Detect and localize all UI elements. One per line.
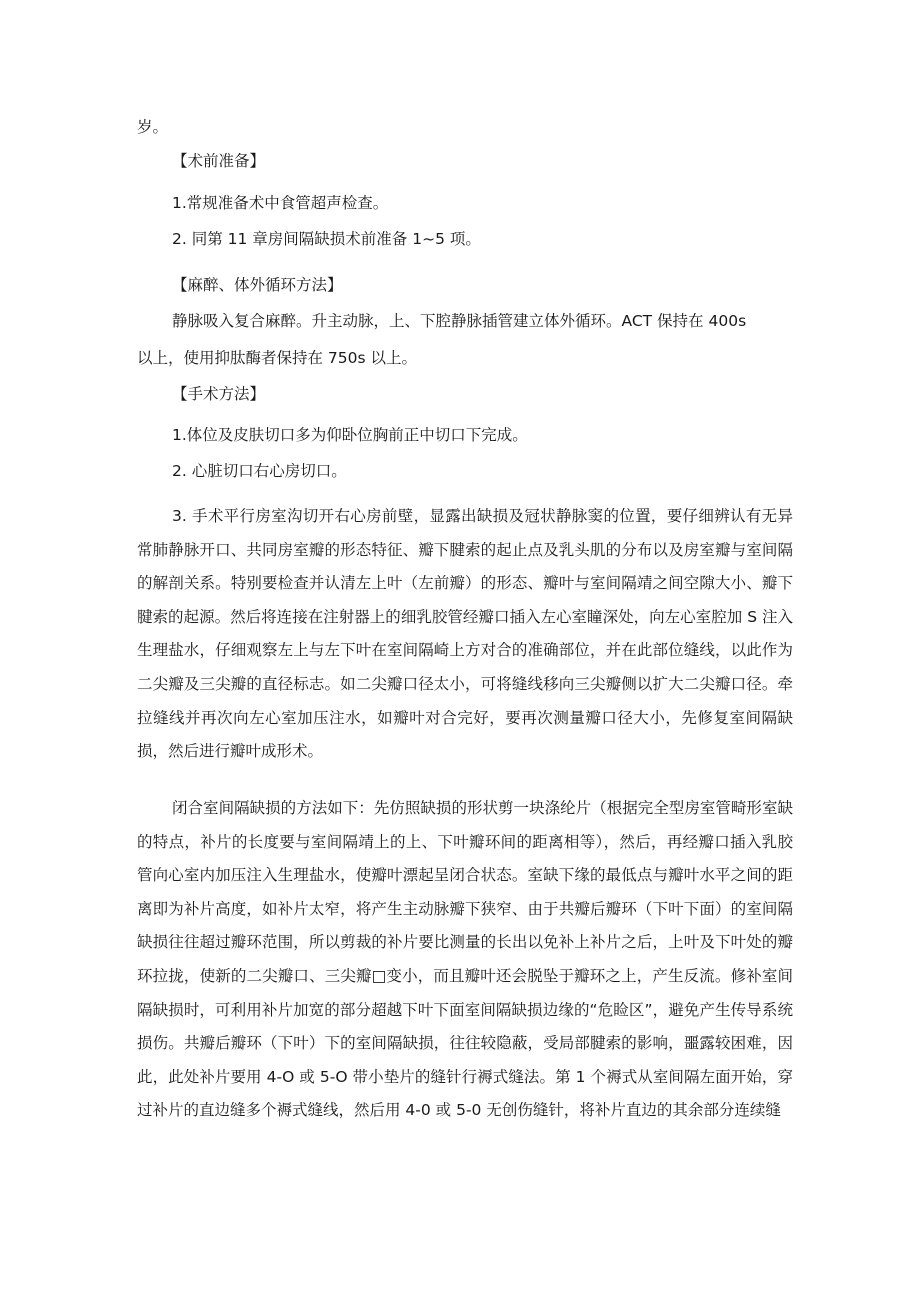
preop-item-1: 1.常规准备术中食管超声检查。 (172, 194, 389, 212)
anesthesia-text-line-1: 静脉吸入复合麻醉。升主动脉，上、下腔静脉插管建立体外循环。ACT 保持在 400s (172, 312, 747, 330)
anesthesia-text-line-2: 以上，使用抑肽酶者保持在 750s 以上。 (137, 349, 418, 367)
section-heading-surgery: 【手术方法】 (172, 385, 266, 403)
continuation-text: 岁。 (137, 118, 169, 136)
surgery-item-2: 2. 心脏切口右心房切口。 (172, 462, 347, 480)
surgery-item-1: 1.体位及皮肤切口多为仰卧位胸前正中切口下完成。 (172, 426, 528, 444)
vsd-closure-paragraph: 闭合室间隔缺损的方法如下：先仿照缺损的形状剪一块涤纶片（根据完全型房室管畸形室缺的特点，补片的长度要与室间隔靖上的上、下叶瓣环间的距离相等），然后，再经瓣口插入乳胶管向心室内加压注入生理盐水，使瓣叶漂起呈闭合状态。室缺下缘的最低点与瓣叶水平之间的距离即为补片高度，如补片太窄，将产生主动脉瓣下狭窄、由于共瓣后瓣环（下叶下面）的室间隔缺损往往超过瓣环范围，所以剪裁的补片要比测量的长出以免补上补片之后，上叶及下叶处的瓣环拉拢，使新的二尖瓣口、三尖瓣□变小，而且瓣叶还会脱坠于瓣环之上，产生反流。修补室间隔缺损时，可利用补片加宽的部分超越下叶下面室间隔缺损边缘的“危睑区”，避免产生传导系统损伤。共瓣后瓣环（下叶）下的室间隔缺损，往往较隐蔽，受局部腱索的影响，噩露较困难，因此，此处补片要用 4-O 或 5-O 带小垫片的缝针行褥式缝法。第 1 个褥式从室间隔左面开始，穿过补片的直边缝多个褥式缝线，然后用 4-0 或 5-0 无创伤缝针，将补片直边的其余部分连续缝 (137, 799, 793, 1120)
section-heading-anesthesia: 【麻醉、体外循环方法】 (172, 276, 343, 294)
preop-item-2: 2. 同第 11 章房间隔缺损术前准备 1~5 项。 (172, 230, 481, 248)
section-heading-preop: 【术前准备】 (172, 152, 266, 170)
surgery-step-3-paragraph: 3. 手术平行房室沟切开右心房前壁，显露出缺损及冠状静脉窦的位置，要仔细辨认有无异常肺静脉开口、共同房室瓣的形态特征、瓣下腱索的起止点及乳头肌的分布以及房室瓣与室间隔的解剖关系。特别要检查并认清左上叶（左前瓣）的形态、瓣叶与室间隔靖之间空隙大小、瓣下腱索的起源。然后将连接在注射器上的细乳胶管经瓣口插入左心室瞳深处，向左心室腔加 S 注入生理盐水，仔细观察左上与左下叶在室间隔崎上方对合的准确部位，并在此部位缝线，以此作为二尖瓣及三尖瓣的直径标志。如二尖瓣口径太小，可将缝线移向三尖瓣侧以扩大二尖瓣口径。牵拉缝线并再次向左心室加压注水，如瓣叶对合完好，要再次测量瓣口径大小，先修复室间隔缺损，然后进行瓣叶成形术。 (137, 507, 793, 761)
